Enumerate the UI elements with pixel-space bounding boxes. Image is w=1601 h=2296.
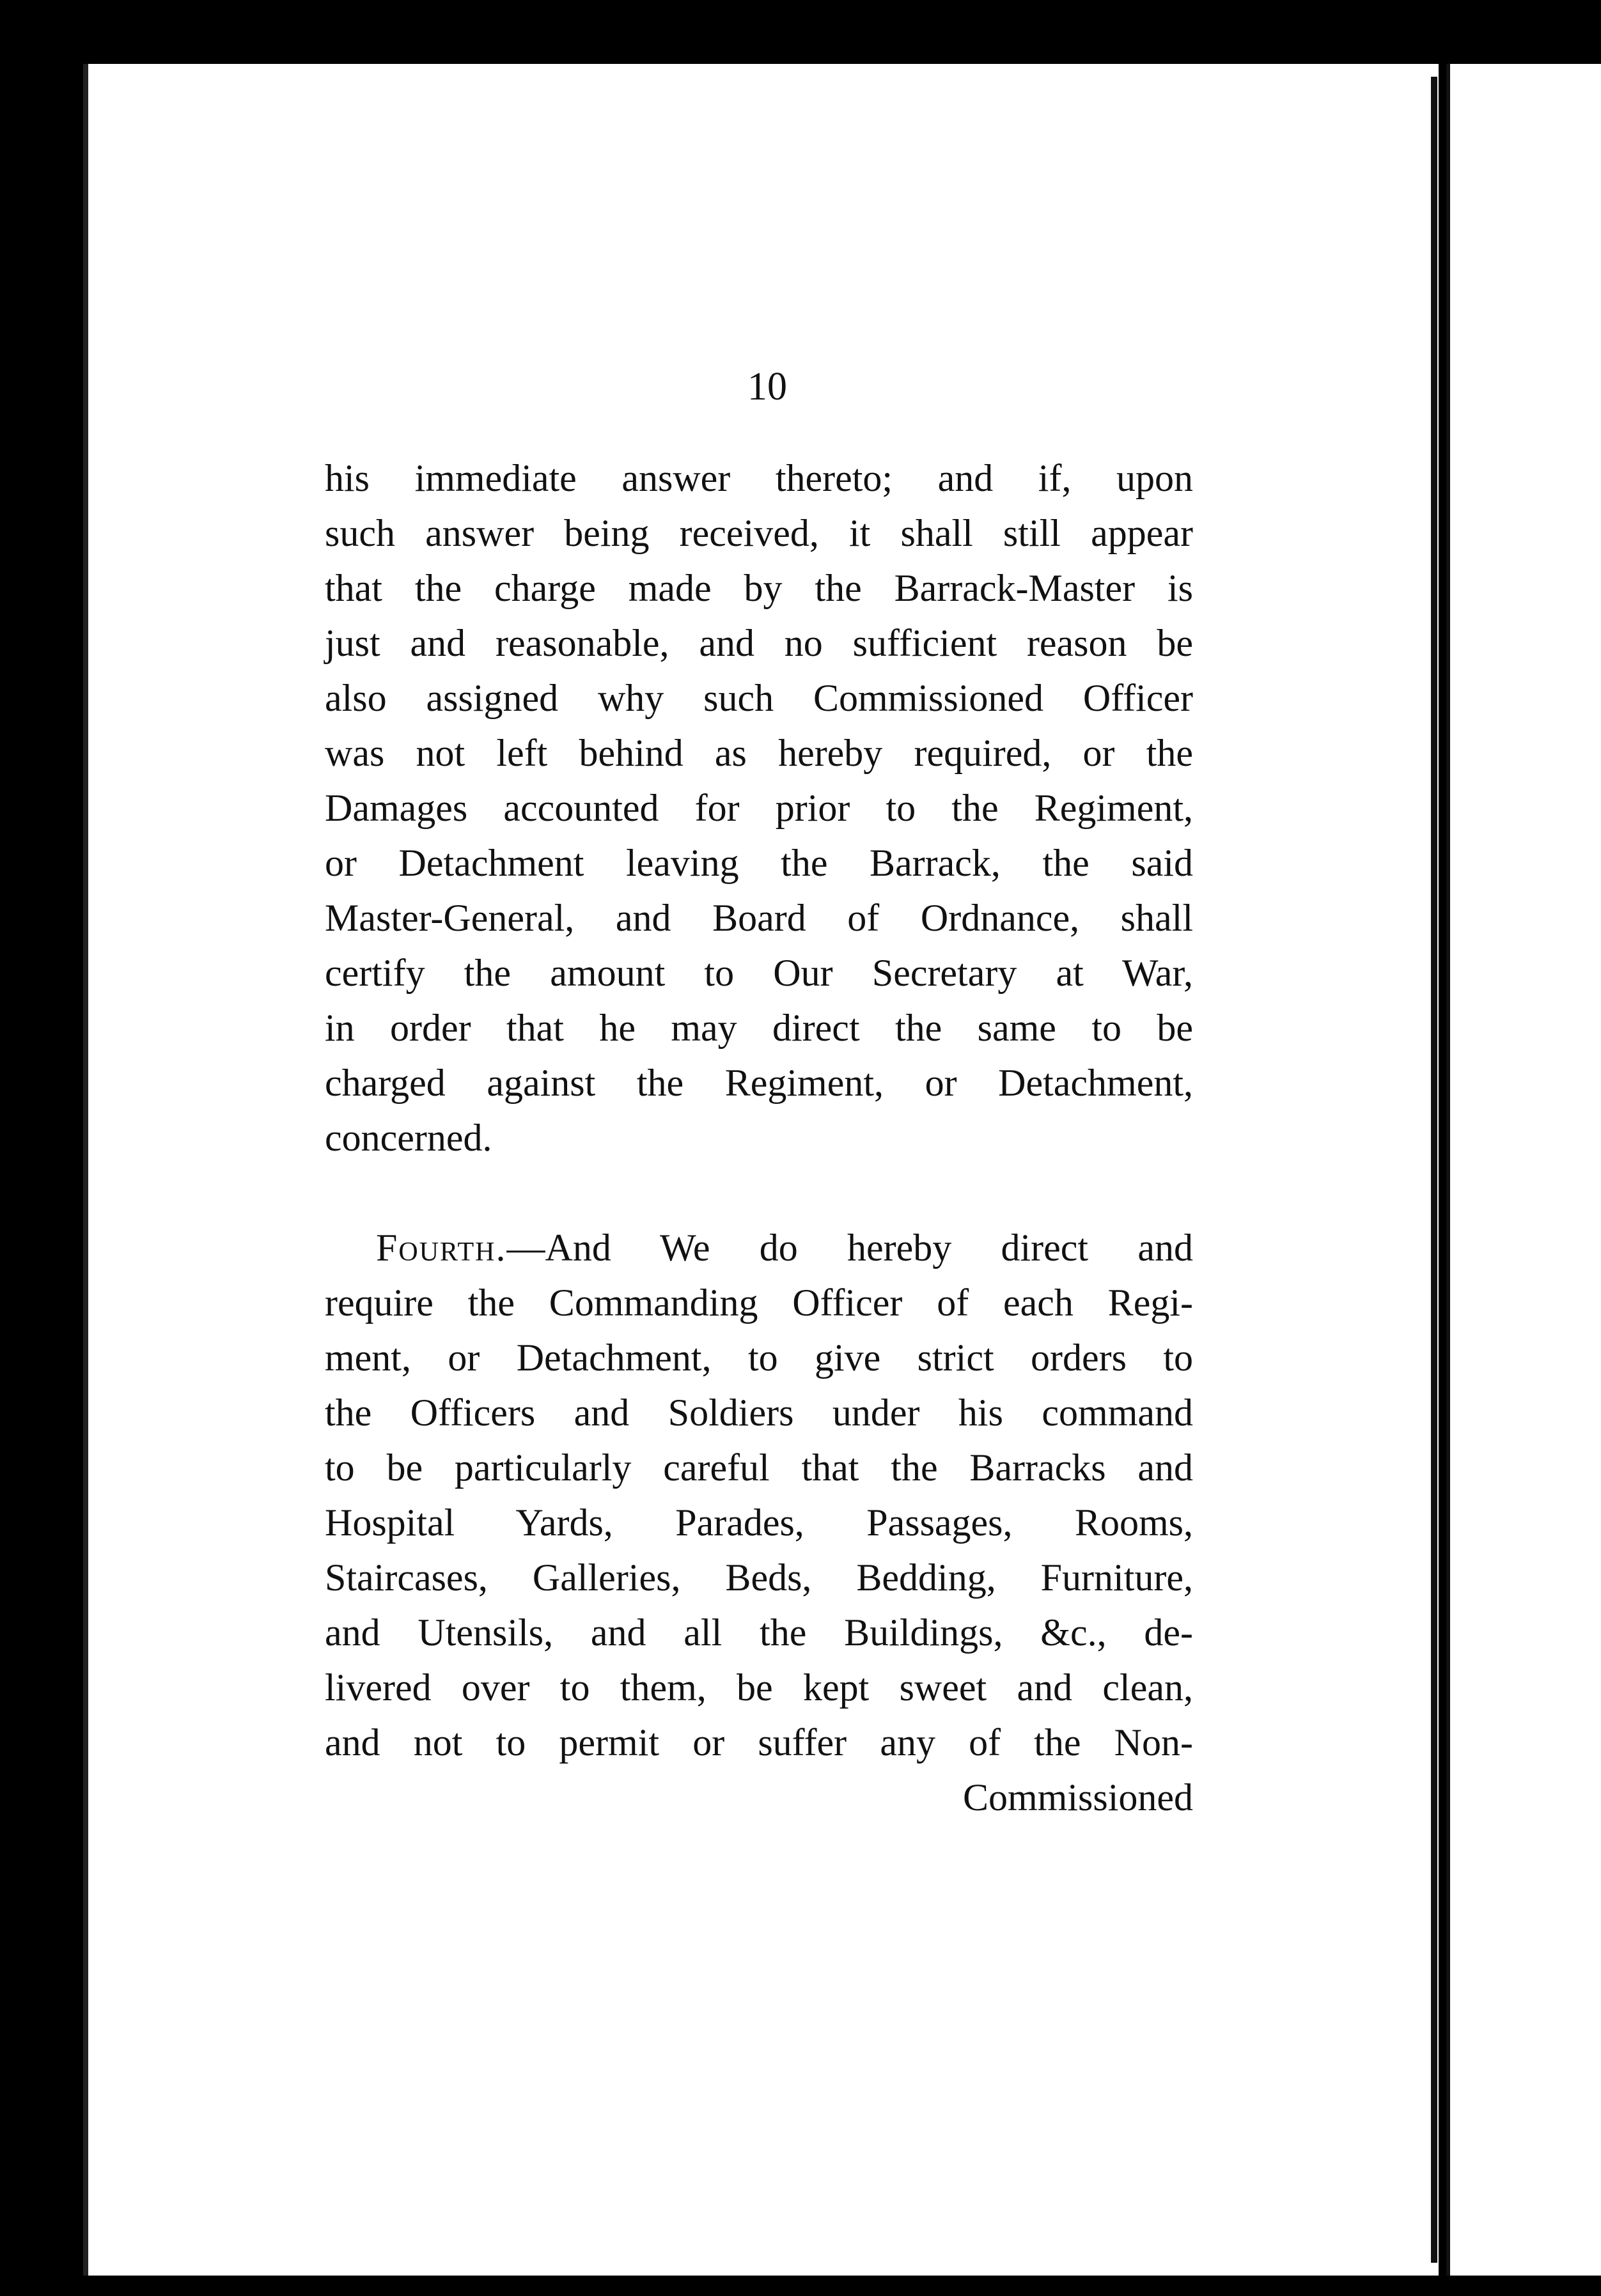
text-line: that the charge made by the Barrack-Master is bbox=[325, 567, 1193, 609]
section-lead-fourth: Fourth. bbox=[376, 1227, 507, 1269]
text-line: the Officers and Soldiers under his command bbox=[325, 1392, 1193, 1434]
paragraph-2 bbox=[325, 1220, 1193, 1825]
text-line: such answer being received, it shall still appear bbox=[325, 512, 1193, 554]
catchword: Commissioned bbox=[962, 1776, 1193, 1819]
text-line: to be particularly careful that the Barracks and bbox=[325, 1447, 1193, 1489]
text-line: livered over to them, be kept sweet and clean, bbox=[325, 1666, 1193, 1709]
paragraph-1 bbox=[325, 451, 1193, 1165]
page-number: 10 bbox=[747, 365, 787, 408]
text-line: or Detachment leaving the Barrack, the said bbox=[325, 842, 1193, 884]
text-line: require the Commanding Officer of each Regi- bbox=[325, 1282, 1193, 1324]
text-line: concerned. bbox=[325, 1117, 492, 1159]
text-line-rest: —And We do hereby direct and bbox=[506, 1227, 1193, 1269]
text-line: Master-General, and Board of Ordnance, shall bbox=[325, 897, 1193, 939]
text-line: in order that he may direct the same to be bbox=[325, 1007, 1193, 1049]
binding-shadow bbox=[1431, 77, 1437, 2263]
text-line: Hospital Yards, Parades, Passages, Rooms, bbox=[325, 1501, 1193, 1544]
text-line: certify the amount to Our Secretary at War, bbox=[325, 952, 1193, 994]
text-line: charged against the Regiment, or Detachment, bbox=[325, 1062, 1193, 1104]
text-line: his immediate answer thereto; and if, upon bbox=[325, 457, 1193, 499]
page-body-text bbox=[325, 451, 1193, 1825]
text-line: Damages accounted for prior to the Regiment, bbox=[325, 787, 1193, 829]
paragraph-gap bbox=[325, 1165, 1193, 1220]
text-line: and not to permit or suffer any of the Non- bbox=[325, 1721, 1193, 1764]
text-line: also assigned why such Commissioned Officer bbox=[325, 677, 1193, 719]
text-line bbox=[325, 1220, 1193, 1275]
text-line: Staircases, Galleries, Beds, Bedding, Furniture, bbox=[325, 1556, 1193, 1599]
text-line: ment, or Detachment, to give strict orders to bbox=[325, 1337, 1193, 1379]
text-line: just and reasonable, and no sufficient reason be bbox=[325, 622, 1193, 664]
text-line: was not left behind as hereby required, or the bbox=[325, 732, 1193, 774]
text-line: and Utensils, and all the Buildings, &c., de- bbox=[325, 1611, 1193, 1654]
facing-page-edge bbox=[1446, 64, 1601, 2276]
